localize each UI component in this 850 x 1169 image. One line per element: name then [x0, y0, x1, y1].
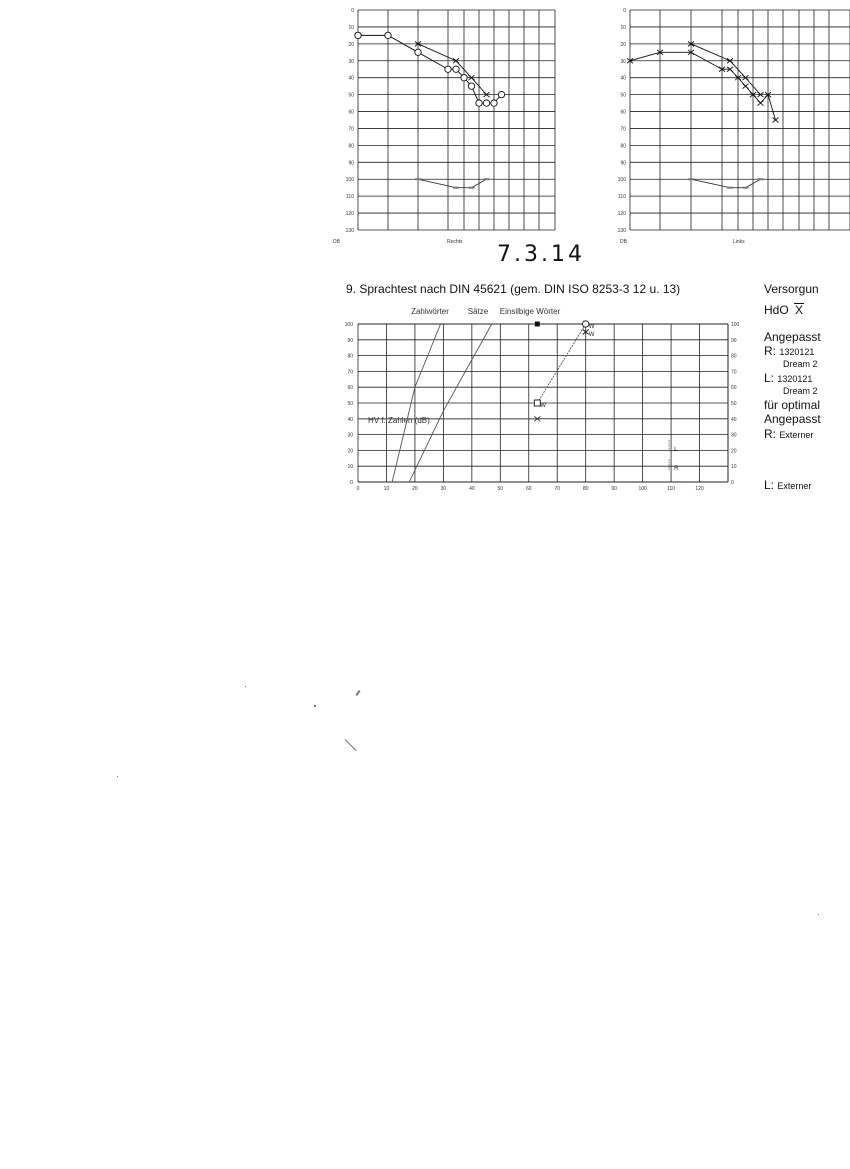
y-tick-label: 100: [345, 177, 354, 184]
data-point-circle: [476, 100, 482, 106]
series-line: [691, 179, 761, 187]
y-tick-label-right: 20: [731, 448, 737, 455]
scan-speck: [314, 705, 316, 707]
sidebar-l2-row: [764, 478, 811, 492]
marker-label: L: [674, 447, 678, 454]
y-tick-label: 50: [620, 92, 626, 99]
sidebar-r2-value: Externer: [779, 430, 814, 440]
x-tick-label: 50: [497, 486, 504, 492]
y-tick-label-right: 40: [731, 416, 737, 423]
y-tick-label-left: 30: [347, 432, 353, 439]
y-tick-label: 30: [348, 58, 354, 65]
y-tick-label-right: 70: [731, 369, 737, 376]
y-tick-label: 130: [617, 228, 626, 234]
y-tick-label: 40: [620, 75, 626, 82]
data-point-circle: [461, 74, 467, 80]
data-point-cross: [743, 84, 749, 89]
y-tick-label-left: 80: [347, 353, 353, 360]
top-marker: [535, 322, 540, 327]
y-tick-label-left: 20: [347, 448, 353, 455]
y-tick-label-left: 10: [347, 464, 353, 471]
sidebar-versorgung: Versorgun: [764, 282, 819, 296]
speech-test-series: [358, 321, 679, 482]
speech-test-chart: [340, 302, 745, 502]
scan-speck: [245, 686, 246, 687]
sidebar-l-code: 1320121: [777, 374, 813, 384]
scan-speck: [117, 776, 118, 777]
y-tick-label: 100: [617, 177, 626, 184]
audiogram-left-series: [627, 41, 779, 187]
sidebar-l2-value: Externer: [777, 481, 812, 491]
y-tick-label-left: 70: [347, 369, 353, 376]
y-tick-label-left: 90: [347, 337, 353, 344]
marker-label: W: [588, 331, 595, 338]
y-tick-label: 130: [345, 228, 354, 234]
section-title: 9. Sprachtest nach DIN 45621 (gem. DIN ISO 8253-3 12 u. 13): [346, 282, 681, 296]
audiogram-left: [603, 0, 850, 250]
scan-speck: [344, 739, 356, 751]
y-tick-label: 10: [348, 24, 354, 31]
x-tick-label: 0: [356, 486, 360, 492]
scan-speck: [818, 914, 819, 915]
data-point-cross: [773, 118, 779, 123]
series-line: [358, 35, 502, 103]
speech-test-legend: [411, 307, 560, 316]
data-point-circle: [385, 32, 391, 38]
y-tick-label: 90: [620, 160, 626, 167]
audiogram-left-grid: [630, 10, 850, 230]
audiogram-right-xlabel: Rechts: [447, 239, 463, 245]
data-point-circle: [415, 49, 421, 55]
x-tick-label: 90: [611, 486, 617, 492]
x-tick-label: 80: [582, 486, 589, 492]
y-tick-label: 120: [617, 211, 626, 218]
y-tick-label: 60: [620, 109, 626, 116]
y-tick-label: 10: [620, 24, 626, 31]
audiogram-right-ylabel: DB: [333, 239, 340, 245]
data-point-circle: [468, 83, 474, 89]
data-point-circle: [355, 32, 361, 38]
marker-label: R: [674, 466, 679, 473]
y-tick-label-left: 40: [347, 416, 353, 423]
y-tick-label-right: 50: [731, 401, 737, 407]
sidebar-r-code: 1320121: [779, 347, 815, 357]
audiogram-left-xlabel: Links: [733, 239, 745, 245]
y-tick-label-left: 100: [344, 322, 353, 328]
data-point-circle: [498, 91, 504, 97]
sidebar-hdo: [764, 303, 804, 317]
data-point-circle: [453, 66, 459, 72]
series-line: [630, 52, 776, 120]
legend-label: Zahlwörter: [411, 307, 449, 316]
y-tick-label: 80: [620, 143, 626, 150]
sidebar-r-label: R:: [764, 344, 776, 358]
y-tick-label-right: 90: [731, 337, 737, 344]
marker-label: W: [540, 403, 546, 409]
x-tick-label: 60: [525, 486, 532, 492]
legend-label: Einsilbige Wörter: [499, 307, 561, 316]
y-tick-label: 70: [620, 126, 626, 133]
y-tick-label: 40: [348, 75, 354, 82]
audiogram-left-y-ticks: [618, 8, 627, 234]
y-tick-label: 20: [620, 41, 626, 48]
series-line: [418, 179, 487, 187]
sidebar-l-model: Dream 2: [783, 386, 818, 396]
marker-label: W: [588, 324, 595, 330]
data-point-circle: [445, 66, 451, 72]
audiogram-left-ylabel: DB: [620, 239, 627, 245]
x-tick-label: 40: [469, 486, 475, 492]
y-tick-label: 70: [348, 126, 354, 133]
x-tick-label: 20: [412, 486, 418, 492]
audiogram-right-series: [355, 32, 505, 188]
y-tick-label: 110: [346, 194, 354, 201]
data-point-cross: [758, 101, 764, 106]
x-tick-label: 70: [554, 486, 561, 492]
x-tick-label: 120: [695, 486, 704, 492]
scan-speck: [355, 690, 360, 696]
y-tick-label-right: 10: [731, 464, 737, 471]
sidebar-fuer-optimal: für optimal: [764, 398, 821, 412]
y-tick-label: 0: [351, 8, 354, 14]
sidebar-r2-label: R:: [764, 427, 776, 441]
sidebar-r-row: [764, 344, 814, 358]
y-tick-label-right: 80: [731, 353, 737, 360]
legend-label: Sätze: [467, 307, 489, 316]
y-tick-label: 50: [348, 92, 354, 99]
y-tick-label-right: 30: [731, 432, 737, 439]
x-tick-label: 100: [638, 486, 647, 492]
y-tick-label: 60: [348, 109, 354, 116]
y-tick-label-left: 0: [350, 480, 353, 486]
y-tick-label-left: 50: [347, 401, 353, 407]
data-point-circle: [491, 100, 497, 106]
handwritten-date: 7.3.14: [497, 242, 585, 267]
y-tick-label: 110: [618, 194, 626, 201]
y-tick-label: 90: [348, 160, 354, 167]
y-tick-label: 0: [623, 8, 626, 14]
sidebar-r2-row: [764, 427, 813, 441]
audiogram-right-grid: [358, 10, 555, 230]
sidebar-l2-label: L:: [764, 478, 775, 492]
sidebar-hdo-label: HdO: [764, 303, 789, 317]
x-tick-label: 110: [667, 486, 676, 492]
sidebar-hdo-checkbox: X: [795, 303, 804, 317]
sidebar-r-model: Dream 2: [783, 359, 818, 369]
y-tick-label: 20: [348, 41, 354, 48]
y-tick-label-right: 0: [731, 480, 734, 486]
y-tick-label: 120: [345, 211, 354, 218]
y-tick-label-right: 60: [731, 385, 737, 392]
y-tick-label: 30: [620, 58, 626, 65]
sidebar-l-label: L:: [764, 371, 775, 385]
speech-curve: [537, 324, 585, 403]
data-point-circle: [483, 100, 489, 106]
sidebar-angepasst-1: Angepasst: [764, 330, 821, 344]
x-tick-label: 30: [440, 486, 447, 492]
y-tick-label: 80: [348, 143, 354, 150]
audiogram-right-y-ticks: [346, 8, 355, 234]
sidebar-l-row: [764, 371, 812, 385]
speech-test-annotation: HV f. Zahlen (dB): [368, 416, 430, 425]
sidebar-angepasst-2: Angepasst: [764, 412, 821, 426]
y-tick-label-right: 100: [731, 322, 740, 328]
audiogram-right: [330, 0, 570, 250]
y-tick-label-left: 60: [347, 385, 353, 392]
x-tick-label: 10: [383, 486, 390, 492]
